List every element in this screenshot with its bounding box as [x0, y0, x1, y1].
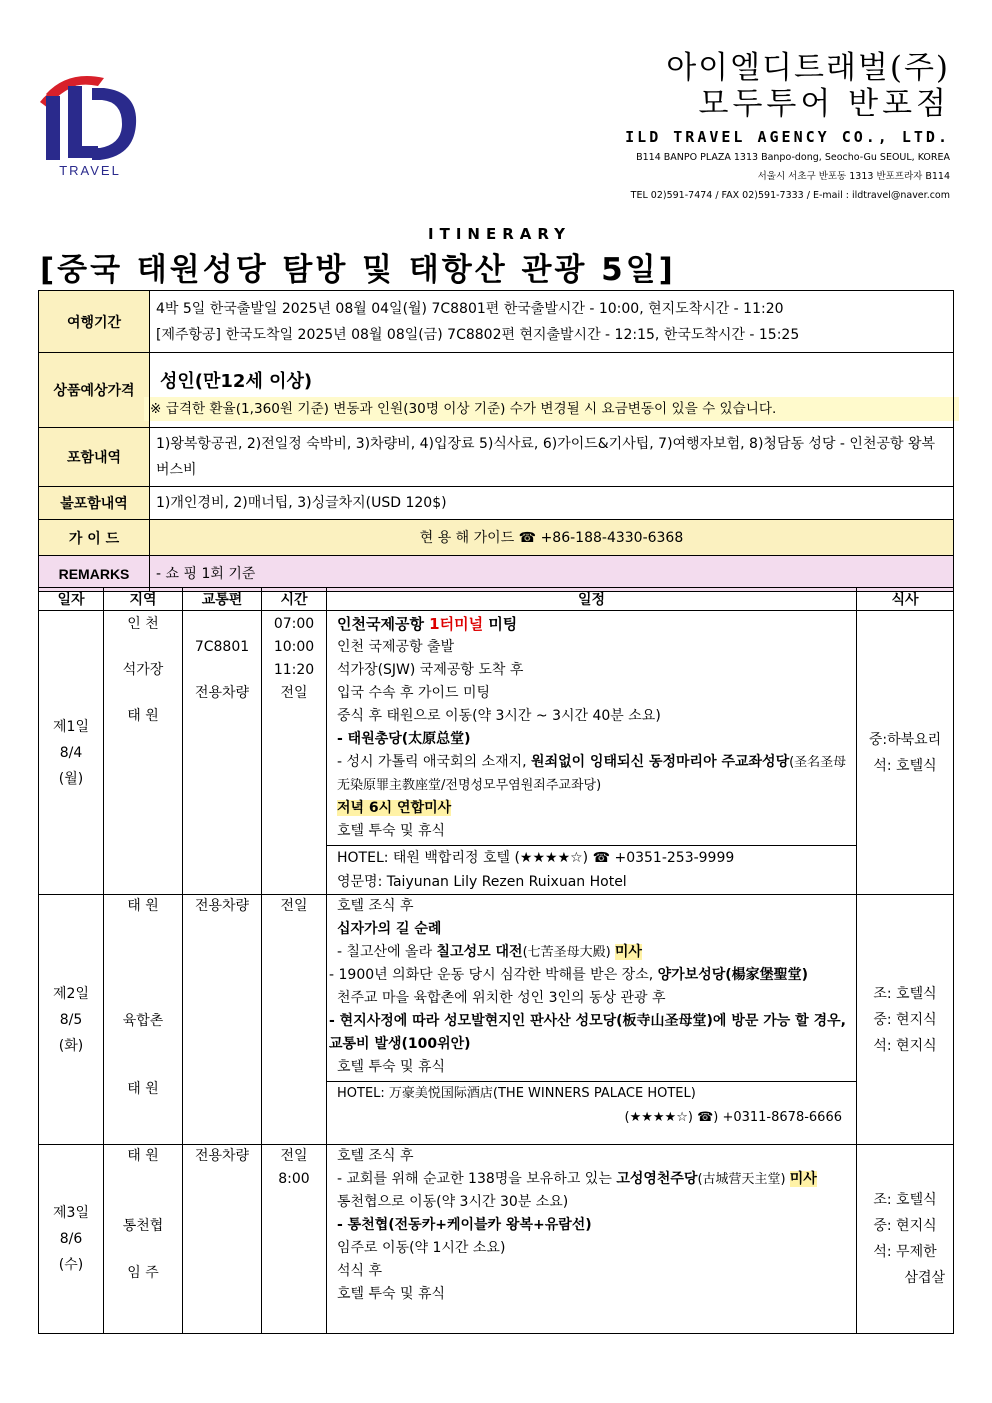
- col-plan: 일정: [327, 588, 857, 611]
- day2-cell: [39, 895, 104, 1145]
- plan-line: 호텔 투숙 및 휴식: [337, 823, 446, 839]
- area: [104, 636, 182, 659]
- itinerary-label: ITINERARY: [428, 225, 571, 243]
- address-en: B114 BANPO PLAZA 1313 Banpo-dong, Seocho-Gu SEOUL, KOREA: [636, 152, 950, 163]
- area: 태 원: [127, 1148, 159, 1164]
- exclude-value: 1)개인경비, 2)매너팁, 3)싱글차지(USD 120$): [150, 487, 954, 520]
- price-value: [150, 353, 954, 428]
- price-label: 상품예상가격: [39, 353, 150, 428]
- company-logo: [38, 72, 142, 180]
- plan-line: 호텔 투숙 및 휴식: [337, 1059, 446, 1075]
- remarks-label: REMARKS: [39, 556, 150, 592]
- day1-label: 제1일: [53, 718, 89, 735]
- day1-hotel: [327, 845, 856, 894]
- meal: 중: 현지식: [873, 1011, 937, 1028]
- address-ko: 서울시 서초구 반포동 1313 반포프라자 B114: [757, 171, 950, 182]
- plan-line: 인천국제공항 1터미널 미팅: [337, 615, 518, 633]
- page-title: [중국 태원성당 탐방 및 태항산 관광 5일]: [40, 252, 676, 288]
- plan-line: 통천협으로 이동(약 3시간 30분 소요): [337, 1194, 569, 1210]
- plan-line: 호텔 투숙 및 휴식: [337, 1286, 446, 1302]
- include-value: 1)왕복항공권, 2)전일정 숙박비, 3)차량비, 4)입장료 5)식사료, 6)가이드&기사팁, 7)여행자보험, 8)청담동 성당 - 인천공항 왕복 버스비: [150, 428, 954, 487]
- plan-line: - 1900년 의화단 운동 당시 심각한 박해를 받은 장소, 양가보성당(楊家堡聖堂): [329, 967, 809, 983]
- meal: 중:하북요리: [868, 731, 942, 748]
- plan-line: - 태원총당(太原总堂): [337, 731, 471, 747]
- contact-line: TEL 02)591-7474 / FAX 02)591-7333 / E-mail : ildtravel@naver.com: [630, 190, 950, 201]
- transport: [183, 613, 261, 636]
- period-label: 여행기간: [39, 291, 150, 353]
- time: 10:00: [273, 639, 315, 655]
- time: 전일: [280, 1148, 308, 1164]
- area: 태 원: [127, 708, 159, 724]
- exclude-label: 불포함내역: [39, 487, 150, 520]
- plan-line: - 현지사정에 따라 성모발현지인 판사산 성모당(板寺山圣母堂)에 방문 가능 할 경우, 교통비 발생(100위안): [329, 1013, 846, 1052]
- transport: 전용차량: [194, 685, 250, 701]
- day2-times: [262, 895, 327, 1145]
- day3-label: 제3일: [53, 1205, 89, 1221]
- hotel-line: (★★★★☆) ☎) +0311-8678-6666: [624, 1110, 842, 1125]
- area: 태 원: [127, 1081, 159, 1097]
- meal: 조: 호텔식: [873, 985, 937, 1002]
- day1-date: 8/4: [59, 744, 83, 761]
- meal: 삼겹살: [904, 1270, 945, 1286]
- day3-plan: [327, 1145, 857, 1334]
- time: 07:00: [273, 616, 315, 632]
- plan-line: 임주로 이동(약 1시간 소요): [337, 1240, 506, 1256]
- company-name-ko: 아이엘디트래벌(주): [666, 50, 950, 86]
- day1-cell: [39, 611, 104, 895]
- day-row-3: [39, 1145, 954, 1334]
- meal: 석: 현지식: [873, 1037, 937, 1054]
- transport: 전용차량: [194, 898, 250, 914]
- plan-line: - 성시 가톨릭 애국회의 소재지, 원죄없이 잉태되신 동정마리아 주교좌성당(圣名圣母无染原罪主教座堂/전명성모무염원죄주교좌당): [337, 754, 847, 793]
- day2-label: 제2일: [53, 985, 89, 1002]
- area: 태 원: [127, 898, 159, 914]
- guide-label: 가 이 드: [39, 520, 150, 556]
- day1-plan: [327, 611, 857, 895]
- plan-line: 석식 후: [337, 1263, 383, 1279]
- info-table: [38, 290, 954, 592]
- area: 통천협: [122, 1218, 164, 1234]
- hotel-line: 영문명: Taiyunan Lily Rezen Ruixuan Hotel: [337, 874, 627, 890]
- transport: [183, 659, 261, 682]
- day1-areas: [104, 611, 183, 895]
- day2-areas: [104, 895, 183, 1145]
- guide-value: 현 용 해 가이드 ☎ +86-188-4330-6368: [150, 520, 954, 556]
- hotel-line: HOTEL: 万豪美悦国际酒店(THE WINNERS PALACE HOTEL): [337, 1086, 696, 1101]
- plan-line: 호텔 조식 후: [337, 1148, 414, 1164]
- time: 8:00: [278, 1171, 310, 1187]
- price-head: 성인(만12세 이상): [160, 371, 313, 392]
- include-label: 포함내역: [39, 428, 150, 487]
- plan-line: 저녁 6시 연합미사: [337, 800, 452, 816]
- day3-transport: [183, 1145, 262, 1334]
- plan-line: - 교회를 위해 순교한 138명을 보유하고 있는 고성영천주당(古城营天主堂) 미사: [337, 1171, 817, 1187]
- time: 전일: [280, 898, 308, 914]
- company-block: [625, 50, 950, 206]
- day1-times: [262, 611, 327, 895]
- plan-line: 입국 수속 후 가이드 미팅: [337, 685, 491, 701]
- plan-line: 중식 후 태원으로 이동(약 3시간 ~ 3시간 40분 소요): [337, 708, 661, 724]
- day2-hotel: [327, 1081, 856, 1130]
- plan-line: 십자가의 길 순례: [337, 921, 442, 937]
- day1-dow: (월): [58, 770, 84, 787]
- day2-transport: [183, 895, 262, 1145]
- hotel-line: HOTEL: 태원 백합리정 호텔 (★★★★☆) ☎ +0351-253-9999: [337, 850, 735, 866]
- day3-meals: [857, 1145, 954, 1334]
- company-branch: 모두투어 반포점: [698, 86, 950, 122]
- area: 석가장: [122, 662, 164, 678]
- day3-cell: [39, 1145, 104, 1334]
- col-day: 일자: [39, 588, 104, 611]
- remarks-value: - 쇼 핑 1회 기준: [150, 556, 954, 592]
- col-time: 시간: [262, 588, 327, 611]
- svg-text:TRAVEL: TRAVEL: [59, 163, 121, 178]
- plan-line: 인천 국제공항 출발: [337, 639, 455, 655]
- day2-meals: [857, 895, 954, 1145]
- day3-dow: (수): [58, 1257, 84, 1273]
- day-row-2: [39, 895, 954, 1145]
- area: 임 주: [127, 1265, 159, 1281]
- area: [104, 682, 182, 705]
- plan-line: 호텔 조식 후: [337, 898, 414, 914]
- meal: 중: 현지식: [873, 1218, 937, 1234]
- period-line-1: 4박 5일 한국출발일 2025년 08월 04일(월) 7C8801편 한국출발시간 - 10:00, 현지도착시간 - 11:20: [156, 300, 784, 317]
- day2-dow: (화): [58, 1037, 84, 1054]
- day3-areas: [104, 1145, 183, 1334]
- plan-line: - 칠고산에 올라 칠고성모 대전(七苦圣母大殿) 미사: [337, 944, 642, 960]
- day2-plan: [327, 895, 857, 1145]
- transport: 7C8801: [194, 639, 250, 655]
- meal: 석: 호텔식: [873, 757, 937, 774]
- company-name-en: ILD TRAVEL AGENCY CO., LTD.: [625, 128, 950, 146]
- col-transport: 교통편: [183, 588, 262, 611]
- price-notice: ※ 급격한 환율(1,360원 기준) 변동과 인원(30명 이상 기준) 수가 변경될 시 요금변동이 있을 수 있습니다.: [144, 397, 959, 421]
- time: 전일: [280, 685, 308, 701]
- day3-times: [262, 1145, 327, 1334]
- day2-date: 8/5: [59, 1011, 83, 1028]
- day1-meals: [857, 611, 954, 895]
- period-line-2: [제주항공] 한국도착일 2025년 08월 08일(금) 7C8802편 현지출발시간 - 12:15, 한국도착시간 - 15:25: [156, 326, 800, 343]
- plan-line: 천주교 마을 육합촌에 위치한 성인 3인의 동상 관광 후: [337, 990, 666, 1006]
- plan-line: 석가장(SJW) 국제공항 도착 후: [337, 662, 524, 678]
- day3-date: 8/6: [59, 1231, 83, 1247]
- schedule-table: [38, 587, 954, 1334]
- col-area: 지역: [104, 588, 183, 611]
- transport: 전용차량: [194, 1148, 250, 1164]
- period-value: [150, 291, 954, 353]
- meal: 석: 무제한: [873, 1244, 937, 1260]
- meal: 조: 호텔식: [873, 1192, 937, 1208]
- day1-transport: [183, 611, 262, 895]
- time: 11:20: [273, 662, 315, 678]
- day-row-1: [39, 611, 954, 895]
- area: 육합촌: [122, 1013, 164, 1029]
- col-meal: 식사: [857, 588, 954, 611]
- plan-line: - 통천협(전동카+케이블카 왕복+유람선): [337, 1217, 592, 1233]
- area: 인 천: [127, 616, 159, 632]
